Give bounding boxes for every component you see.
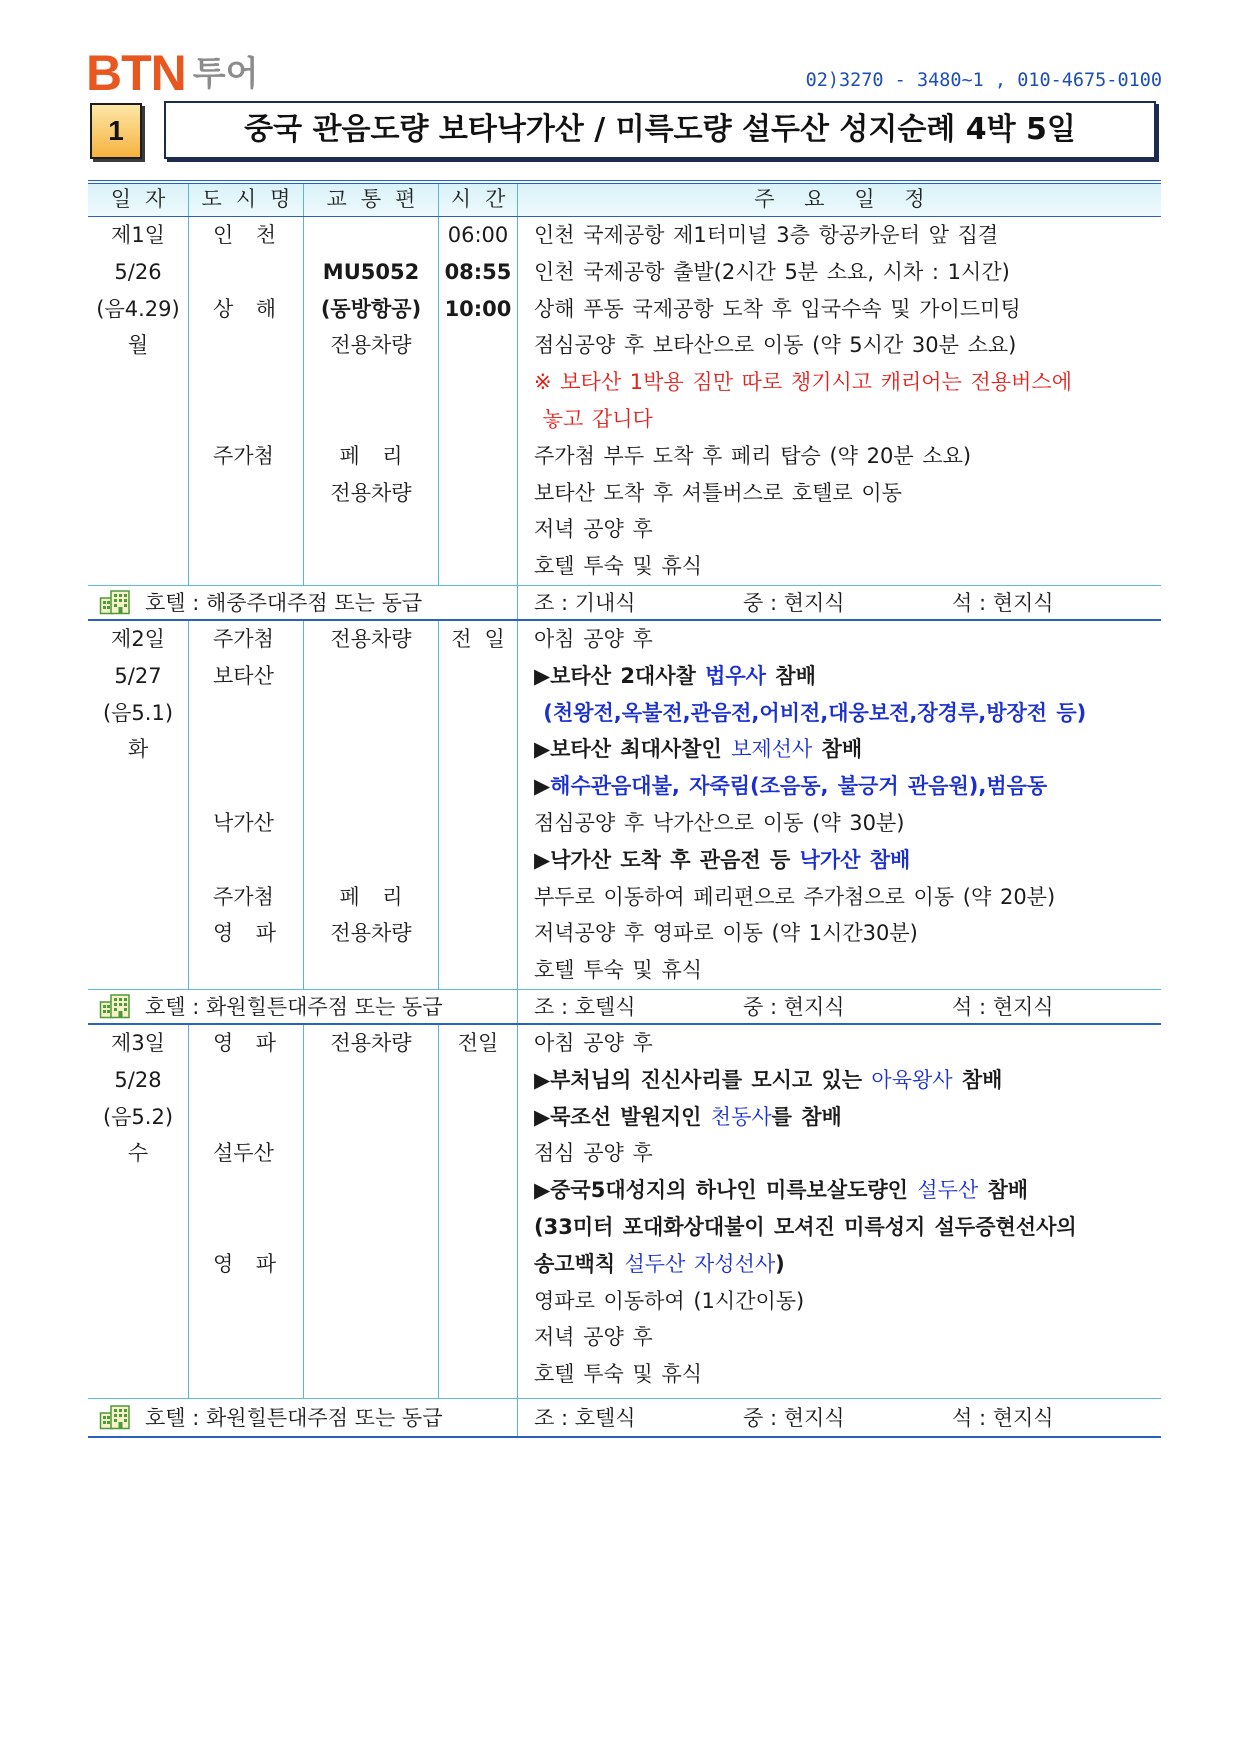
- meal-item: 중 : 현지식: [743, 1406, 845, 1431]
- day-date-cell: 화: [88, 731, 189, 768]
- city-cell: [189, 952, 304, 989]
- transport-cell: [304, 1319, 439, 1356]
- meal-item: 석 : 현지식: [952, 591, 1054, 616]
- header-transport: 교 통 편: [304, 184, 439, 216]
- meal-item: 중 : 현지식: [743, 591, 845, 616]
- schedule-cell: [518, 364, 1161, 401]
- city-cell: [189, 548, 304, 585]
- time-cell: [439, 1319, 518, 1356]
- city-cell: [189, 1283, 304, 1320]
- time-cell: [439, 1062, 518, 1099]
- schedule-text: 법우사: [705, 663, 766, 688]
- itinerary-row: [88, 1172, 1161, 1209]
- transport-cell: [304, 1135, 439, 1172]
- schedule-text: 놓고 갑니다: [534, 406, 653, 431]
- day-date-cell: [88, 842, 189, 879]
- schedule-text: (33미터 포대화상대불이 모셔진 미륵성지 설두증현선사의: [534, 1214, 1077, 1239]
- itinerary-row: [88, 364, 1161, 401]
- schedule-text: 호텔 투숙 및 휴식: [534, 1362, 703, 1387]
- city-cell: 상 해: [189, 291, 304, 328]
- city-cell: [189, 401, 304, 438]
- hotel-building-icon: [99, 589, 145, 615]
- hotel-name: 호텔 : 화원힐튼대주점 또는 동급: [145, 1406, 443, 1431]
- city-cell: [189, 695, 304, 732]
- transport-cell: MU5052: [304, 254, 439, 291]
- schedule-cell: [518, 768, 1161, 805]
- schedule-text: ▶중국5대성지의 하나인 미륵보살도량인: [534, 1178, 918, 1203]
- transport-cell: [304, 658, 439, 695]
- hotel-info: [88, 990, 518, 1023]
- schedule-text: 보제선사: [731, 737, 813, 762]
- day-date-cell: [88, 364, 189, 401]
- itinerary-number-badge: 1: [90, 103, 142, 159]
- city-cell: 주가첨: [189, 438, 304, 475]
- transport-cell: [304, 364, 439, 401]
- day-block: [88, 1025, 1161, 1438]
- transport-cell: [304, 1246, 439, 1283]
- schedule-text: ▶낙가산 도착 후 관음전 등: [534, 847, 800, 872]
- city-cell: [189, 1062, 304, 1099]
- schedule-text: 천동사: [710, 1104, 772, 1129]
- schedule-cell: [518, 621, 1161, 658]
- time-cell: [439, 327, 518, 364]
- itinerary-row: [88, 1319, 1161, 1356]
- meal-item: 석 : 현지식: [952, 995, 1054, 1020]
- transport-cell: 전용차량: [304, 475, 439, 512]
- hotel-row: [88, 1398, 1161, 1438]
- day-block: [88, 217, 1161, 621]
- day-date-cell: [88, 1209, 189, 1246]
- time-cell: [439, 548, 518, 585]
- schedule-cell: [518, 327, 1161, 364]
- logo-suffix-text: 투어: [192, 54, 259, 94]
- transport-cell: [304, 401, 439, 438]
- schedule-text: 낙가산 참배: [799, 847, 911, 872]
- header-time: 시 간: [439, 184, 518, 216]
- day-date-cell: [88, 401, 189, 438]
- time-cell: 08:55: [439, 254, 518, 291]
- time-cell: [439, 805, 518, 842]
- itinerary-row: [88, 1135, 1161, 1172]
- header-date: 일 자: [88, 184, 189, 216]
- transport-cell: 전용차량: [304, 1025, 439, 1062]
- city-cell: [189, 254, 304, 291]
- transport-cell: [304, 842, 439, 879]
- schedule-cell: [518, 915, 1161, 952]
- itinerary-row: [88, 327, 1161, 364]
- schedule-cell: [518, 401, 1161, 438]
- meal-item: 조 : 호텔식: [534, 995, 636, 1020]
- schedule-cell: [518, 548, 1161, 585]
- schedule-text: 인천 국제공항 출발(2시간 5분 소요, 시차 : 1시간): [534, 259, 1010, 284]
- schedule-cell: [518, 1209, 1161, 1246]
- transport-cell: 페 리: [304, 438, 439, 475]
- schedule-text: 저녁 공양 후: [534, 517, 653, 542]
- itinerary-row: [88, 438, 1161, 475]
- schedule-text: 아육왕사: [871, 1067, 953, 1092]
- day-date-cell: 제3일: [88, 1025, 189, 1062]
- day-date-cell: [88, 1319, 189, 1356]
- hotel-info: [88, 586, 518, 619]
- itinerary-row: [88, 805, 1161, 842]
- city-cell: 영 파: [189, 915, 304, 952]
- day-block: [88, 621, 1161, 1025]
- schedule-cell: [518, 1319, 1161, 1356]
- schedule-cell: [518, 438, 1161, 475]
- schedule-text: 주가첨 부두 도착 후 페리 탑승 (약 20분 소요): [534, 443, 972, 468]
- time-cell: [439, 1246, 518, 1283]
- day-date-cell: 월: [88, 327, 189, 364]
- schedule-cell: [518, 952, 1161, 989]
- itinerary-row: [88, 1099, 1161, 1136]
- itinerary-row: [88, 915, 1161, 952]
- schedule-text: 보타산 도착 후 셔틀버스로 호텔로 이동: [534, 480, 902, 505]
- page-title: 중국 관음도량 보타낙가산 / 미륵도량 설두산 성지순례 4박 5일: [164, 101, 1156, 159]
- schedule-cell: [518, 475, 1161, 512]
- day-date-cell: 수: [88, 1135, 189, 1172]
- schedule-cell: [518, 291, 1161, 328]
- schedule-text: ▶: [534, 774, 551, 799]
- day-date-cell: 제1일: [88, 217, 189, 254]
- hotel-name: 호텔 : 화원힐튼대주점 또는 동급: [145, 995, 443, 1020]
- schedule-text: 를 참배: [771, 1104, 842, 1129]
- time-cell: [439, 364, 518, 401]
- transport-cell: (동방항공): [304, 291, 439, 328]
- schedule-cell: [518, 1172, 1161, 1209]
- schedule-cell: [518, 1135, 1161, 1172]
- city-cell: [189, 842, 304, 879]
- meal-plan: [518, 586, 1161, 619]
- transport-cell: [304, 1062, 439, 1099]
- itinerary-row: [88, 1025, 1161, 1062]
- schedule-text: 설두산 자성선사: [624, 1251, 776, 1276]
- schedule-text: ▶보타산 최대사찰인: [534, 737, 732, 762]
- day-date-cell: 5/28: [88, 1062, 189, 1099]
- schedule-cell: [518, 879, 1161, 916]
- schedule-cell: [518, 1283, 1161, 1320]
- time-cell: [439, 438, 518, 475]
- schedule-cell: [518, 511, 1161, 548]
- day-date-cell: [88, 1356, 189, 1398]
- time-cell: [439, 879, 518, 916]
- day-date-cell: (음5.1): [88, 695, 189, 732]
- schedule-cell: [518, 842, 1161, 879]
- meal-item: 조 : 기내식: [534, 591, 636, 616]
- time-cell: [439, 842, 518, 879]
- transport-cell: 페 리: [304, 879, 439, 916]
- city-cell: 영 파: [189, 1025, 304, 1062]
- time-cell: [439, 915, 518, 952]
- schedule-text: 참배: [978, 1178, 1029, 1203]
- transport-cell: [304, 217, 439, 254]
- time-cell: [439, 1209, 518, 1246]
- itinerary-row: [88, 1283, 1161, 1320]
- transport-cell: [304, 1209, 439, 1246]
- time-cell: [439, 511, 518, 548]
- meal-plan: [518, 990, 1161, 1023]
- transport-cell: 전용차량: [304, 915, 439, 952]
- schedule-cell: [518, 1025, 1161, 1062]
- schedule-text: 호텔 투숙 및 휴식: [534, 554, 703, 579]
- meal-plan: [518, 1399, 1161, 1436]
- time-cell: [439, 1099, 518, 1136]
- transport-cell: [304, 952, 439, 989]
- schedule-text: 상해 푸동 국제공항 도착 후 입국수속 및 가이드미팅: [534, 296, 1021, 321]
- schedule-cell: [518, 217, 1161, 254]
- itinerary-row: [88, 217, 1161, 254]
- hotel-name: 호텔 : 해중주대주점 또는 동급: [145, 591, 423, 616]
- time-cell: 전 일: [439, 621, 518, 658]
- itinerary-row: [88, 511, 1161, 548]
- city-cell: [189, 731, 304, 768]
- schedule-cell: [518, 1246, 1161, 1283]
- time-cell: 06:00: [439, 217, 518, 254]
- itinerary-table: [88, 180, 1161, 1438]
- itinerary-row: [88, 548, 1161, 585]
- schedule-cell: [518, 658, 1161, 695]
- city-cell: 영 파: [189, 1246, 304, 1283]
- itinerary-row: [88, 401, 1161, 438]
- itinerary-row: [88, 291, 1161, 328]
- day-date-cell: [88, 879, 189, 916]
- city-cell: 설두산: [189, 1135, 304, 1172]
- city-cell: [189, 364, 304, 401]
- itinerary-row: [88, 658, 1161, 695]
- company-logo: [86, 45, 259, 101]
- itinerary-row: [88, 1246, 1161, 1283]
- day-date-cell: (음4.29): [88, 291, 189, 328]
- schedule-text: 아침 공양 후: [534, 1030, 653, 1055]
- itinerary-row: [88, 695, 1161, 732]
- logo-brand-text: BTN: [86, 45, 186, 101]
- meal-item: 석 : 현지식: [952, 1406, 1054, 1431]
- day-date-cell: [88, 952, 189, 989]
- transport-cell: [304, 695, 439, 732]
- day-date-cell: [88, 768, 189, 805]
- hotel-row: [88, 585, 1161, 621]
- city-cell: [189, 1319, 304, 1356]
- city-cell: 인 천: [189, 217, 304, 254]
- transport-cell: [304, 511, 439, 548]
- day-date-cell: [88, 1172, 189, 1209]
- schedule-text: 설두산: [917, 1178, 979, 1203]
- city-cell: [189, 1172, 304, 1209]
- schedule-text: ※ 보타산 1박용 짐만 따로 챙기시고 캐리어는 전용버스에: [534, 370, 1072, 395]
- header-schedule: 주 요 일 정: [754, 187, 925, 211]
- transport-cell: [304, 1283, 439, 1320]
- itinerary-row: [88, 768, 1161, 805]
- schedule-text: 영파로 이동하여 (1시간이동): [534, 1288, 805, 1313]
- schedule-text: 해수관음대불, 자죽림(조음동, 불긍거 관음원),범음동: [550, 774, 1048, 799]
- city-cell: [189, 1209, 304, 1246]
- time-cell: [439, 768, 518, 805]
- transport-cell: 전용차량: [304, 621, 439, 658]
- schedule-cell: [518, 731, 1161, 768]
- header-city: 도 시 명: [189, 184, 304, 216]
- city-cell: [189, 511, 304, 548]
- schedule-cell: [518, 805, 1161, 842]
- contact-phone: 02)3270 - 3480~1 , 010-4675-0100: [805, 70, 1162, 91]
- schedule-text: ▶부처님의 진신사리를 모시고 있는: [534, 1067, 872, 1092]
- city-cell: 보타산: [189, 658, 304, 695]
- schedule-cell: [518, 1356, 1161, 1398]
- schedule-text: 참배: [765, 663, 816, 688]
- city-cell: [189, 327, 304, 364]
- day-date-cell: [88, 475, 189, 512]
- transport-cell: [304, 1099, 439, 1136]
- itinerary-row: [88, 842, 1161, 879]
- day-date-cell: [88, 805, 189, 842]
- schedule-text: 아침 공양 후: [534, 626, 653, 651]
- hotel-building-icon: [99, 1404, 145, 1430]
- schedule-text: 저녁 공양 후: [534, 1325, 653, 1350]
- schedule-text: 인천 국제공항 제1터미널 3층 항공카운터 앞 집결: [534, 223, 999, 247]
- time-cell: [439, 401, 518, 438]
- time-cell: [439, 695, 518, 732]
- schedule-text: (천왕전,옥불전,관음전,어비전,대웅보전,장경루,방장전 등): [534, 700, 1087, 725]
- schedule-text: 저녁공양 후 영파로 이동 (약 1시간30분): [534, 921, 918, 946]
- schedule-cell: [518, 1099, 1161, 1136]
- itinerary-row: [88, 254, 1161, 291]
- transport-cell: [304, 768, 439, 805]
- schedule-text: ▶묵조선 발원지인: [534, 1104, 711, 1129]
- time-cell: [439, 1283, 518, 1320]
- day-date-cell: [88, 438, 189, 475]
- schedule-text: 점심 공양 후: [534, 1141, 653, 1166]
- city-cell: [189, 1099, 304, 1136]
- time-cell: 전일: [439, 1025, 518, 1062]
- schedule-cell: [518, 1062, 1161, 1099]
- time-cell: [439, 1356, 518, 1398]
- table-header: [88, 180, 1161, 217]
- hotel-building-icon: [99, 993, 145, 1019]
- city-cell: [189, 1356, 304, 1398]
- day-date-cell: [88, 1283, 189, 1320]
- meal-item: 중 : 현지식: [743, 995, 845, 1020]
- time-cell: [439, 1172, 518, 1209]
- meal-item: 조 : 호텔식: [534, 1406, 636, 1431]
- day-date-cell: 제2일: [88, 621, 189, 658]
- schedule-text: ▶보타산 2대사찰: [534, 663, 706, 688]
- day-date-cell: [88, 511, 189, 548]
- hotel-row: [88, 989, 1161, 1025]
- time-cell: [439, 731, 518, 768]
- itinerary-row: [88, 1356, 1161, 1398]
- schedule-text: 점심공양 후 낙가산으로 이동 (약 30분): [534, 810, 905, 835]
- time-cell: [439, 952, 518, 989]
- time-cell: [439, 658, 518, 695]
- transport-cell: [304, 548, 439, 585]
- itinerary-row: [88, 621, 1161, 658]
- schedule-text: 호텔 투숙 및 휴식: [534, 958, 703, 983]
- transport-cell: 전용차량: [304, 327, 439, 364]
- time-cell: [439, 1135, 518, 1172]
- schedule-cell: [518, 695, 1161, 732]
- day-date-cell: [88, 915, 189, 952]
- schedule-text: ): [775, 1251, 785, 1276]
- itinerary-row: [88, 1062, 1161, 1099]
- schedule-cell: [518, 254, 1161, 291]
- city-cell: 주가첨: [189, 621, 304, 658]
- schedule-text: 참배: [812, 737, 863, 762]
- schedule-text: 참배: [952, 1067, 1003, 1092]
- city-cell: 낙가산: [189, 805, 304, 842]
- day-date-cell: [88, 548, 189, 585]
- time-cell: [439, 475, 518, 512]
- transport-cell: [304, 1172, 439, 1209]
- transport-cell: [304, 1356, 439, 1398]
- itinerary-row: [88, 731, 1161, 768]
- hotel-info: [88, 1399, 518, 1436]
- city-cell: 주가첨: [189, 879, 304, 916]
- schedule-text: 부두로 이동하여 페리편으로 주가첨으로 이동 (약 20분): [534, 884, 1056, 909]
- itinerary-row: [88, 475, 1161, 512]
- city-cell: [189, 768, 304, 805]
- itinerary-row: [88, 952, 1161, 989]
- itinerary-row: [88, 879, 1161, 916]
- city-cell: [189, 475, 304, 512]
- transport-cell: [304, 805, 439, 842]
- transport-cell: [304, 731, 439, 768]
- day-date-cell: 5/27: [88, 658, 189, 695]
- schedule-text: 송고백칙: [534, 1251, 625, 1276]
- time-cell: 10:00: [439, 291, 518, 328]
- itinerary-row: [88, 1209, 1161, 1246]
- day-date-cell: (음5.2): [88, 1099, 189, 1136]
- schedule-text: 점심공양 후 보타산으로 이동 (약 5시간 30분 소요): [534, 333, 1017, 358]
- day-date-cell: 5/26: [88, 254, 189, 291]
- day-date-cell: [88, 1246, 189, 1283]
